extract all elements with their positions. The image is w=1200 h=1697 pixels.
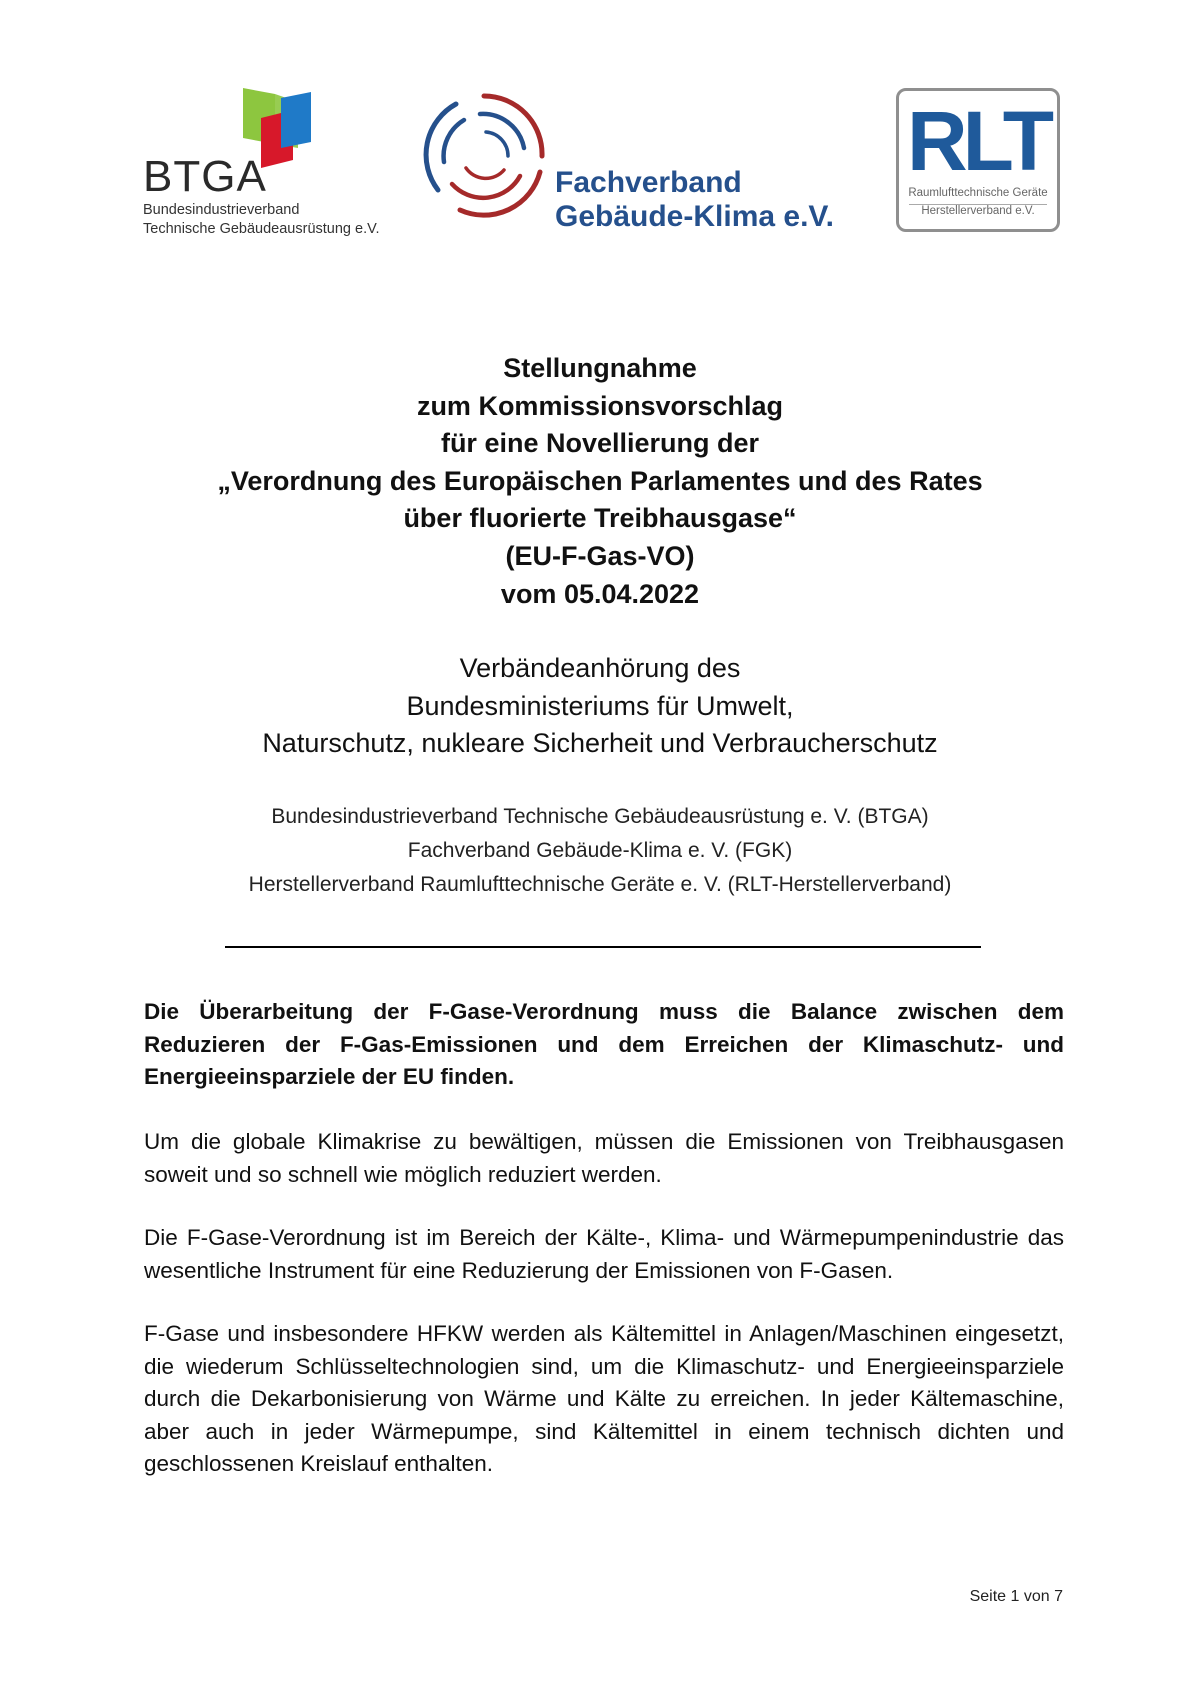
body-paragraph: Die F-Gase-Verordnung ist im Bereich der Kälte-, Klima- und Wärmepumpenindustrie das wesentliche Instrument für eine Reduzierung der Emissionen von F-Gasen. <box>144 1225 1064 1283</box>
organization-list <box>0 800 1200 902</box>
title-line: Stellungnahme <box>503 353 697 383</box>
fgk-wordmark-line2: Gebäude-Klima e.V. <box>555 200 834 233</box>
fgk-logo-mark <box>420 90 550 220</box>
organization-item: Herstellerverband Raumlufttechnische Geräte e. V. (RLT-Herstellerverband) <box>248 873 952 896</box>
consultation-line: Bundesministeriums für Umwelt, <box>406 690 794 721</box>
rlt-wordmark: RLT <box>906 94 1050 188</box>
title-line: über fluorierte Treibhausgase“ <box>403 503 797 534</box>
lead-paragraph: Die Überarbeitung der F-Gase-Verordnung muss die Balance zwischen dem Reduzieren der F-Gas-Emissionen und dem Erreichen der Klimaschutz- und Energieeinsparziele der EU finden. <box>144 999 1064 1089</box>
btga-subtitle-line2: Technische Gebäudeausrüstung e.V. <box>143 221 380 237</box>
rlt-subtitle-line1: Raumlufttechnische Geräte <box>908 187 1048 199</box>
btga-subtitle-line1: Bundesindustrieverband <box>143 202 300 218</box>
title-line: (EU-F-Gas-VO) <box>505 540 695 571</box>
section-divider <box>225 946 981 948</box>
page-number: Seite 1 von 7 <box>969 1588 1063 1605</box>
consultation-heading <box>0 650 1200 763</box>
btga-logo <box>143 88 403 248</box>
organization-item: Fachverband Gebäude-Klima e. V. (FGK) <box>407 839 793 862</box>
rlt-subtitle-line2: Herstellerverband e.V. <box>921 205 1035 217</box>
title-line: vom 05.04.2022 <box>500 578 700 609</box>
document-title <box>0 350 1200 613</box>
title-line: für eine Novellierung der <box>440 428 760 459</box>
logo-header <box>0 0 1200 260</box>
btga-wordmark: BTGA <box>143 152 267 201</box>
title-line: zum Kommissionsvorschlag <box>416 390 784 421</box>
fgk-wordmark-line1: Fachverband <box>555 166 742 199</box>
organization-item: Bundesindustrieverband Technische Gebäudeausrüstung e. V. (BTGA) <box>271 805 929 828</box>
consultation-line: Naturschutz, nukleare Sicherheit und Verbraucherschutz <box>262 728 938 759</box>
title-line: „Verordnung des Europäischen Parlamentes und des Rates <box>217 465 983 496</box>
consultation-line: Verbändeanhörung des <box>459 653 741 683</box>
body-paragraph: Um die globale Klimakrise zu bewältigen, müssen die Emissionen von Treibhausgasen soweit und so schnell wie möglich reduziert werden. <box>144 1129 1064 1187</box>
fgk-logo <box>420 90 860 240</box>
rlt-logo <box>896 88 1060 232</box>
body-paragraph: F-Gase und insbesondere HFKW werden als Kältemittel in Anlagen/Maschinen eingesetzt, die wiederum Schlüsseltechnologien sind, um die Klimaschutz- und Energieeinsparziele durch die Dekarbonisierung von Wärme und Kälte zu erreichen. In jeder Kältemaschine, aber auch in jeder Wärmepumpe, sind Kältemittel in einem technisch dichten und geschlossenen Kreislauf enthalten. <box>144 1321 1064 1476</box>
